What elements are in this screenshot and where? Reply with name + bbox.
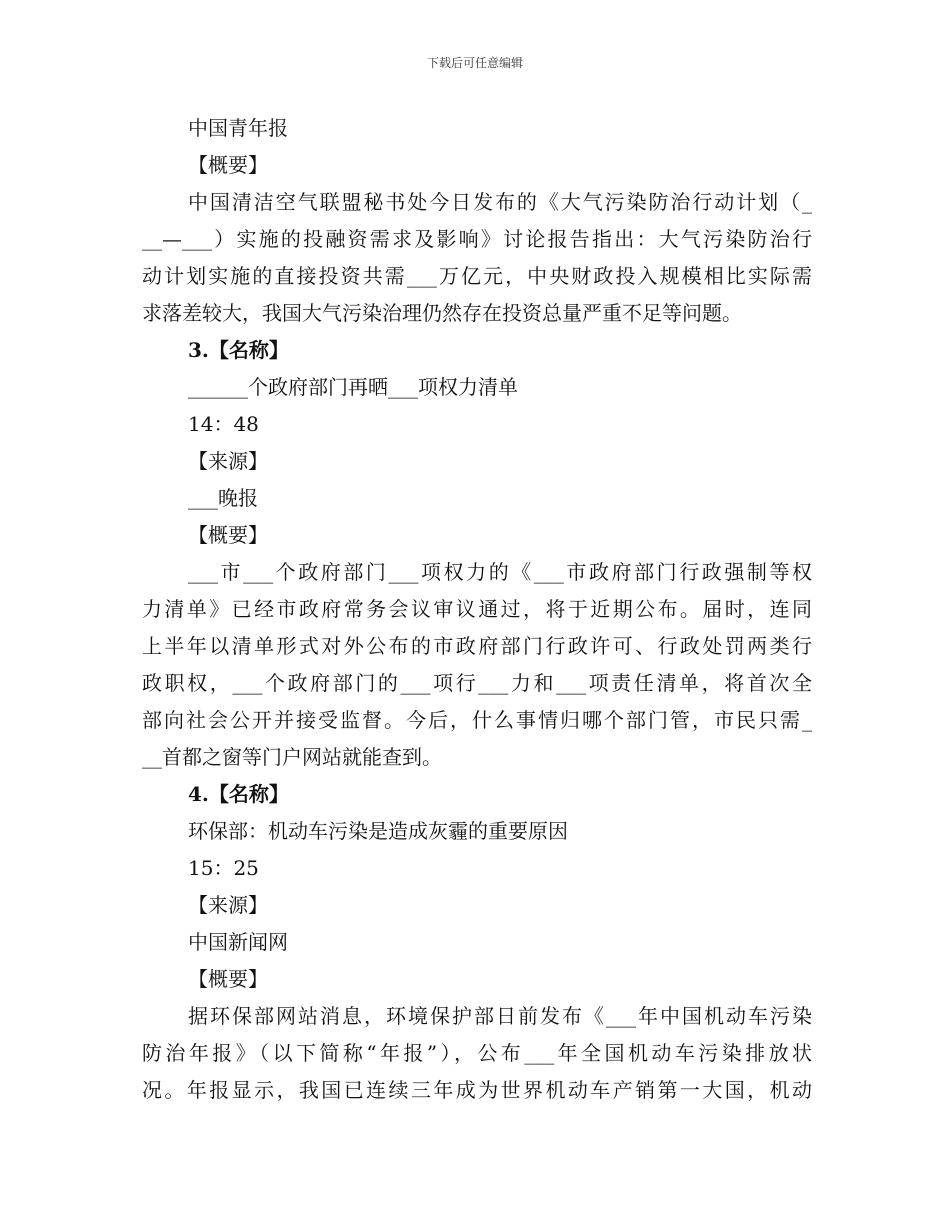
section-heading: 4.【名称】 (188, 782, 289, 806)
text-line: 【来源】 (188, 893, 268, 917)
text-line: 15：25 (188, 856, 259, 880)
text-line: 政职权，___个政府部门的___项行___力和___项责任清单，将首次全 (142, 671, 812, 695)
text-line: ___市___个政府部门___项权力的《___市政府部门行政强制等权 (188, 560, 812, 584)
text-line: 防治年报》（以下简称“年报”），公布___年全国机动车污染排放状 (142, 1041, 812, 1065)
text-line: 【概要】 (188, 523, 268, 547)
text-line: 环保部：机动车污染是造成灰霾的重要原因 (188, 819, 568, 843)
document-body (142, 110, 812, 1109)
text-line: __—___）实施的投融资需求及影响》讨论报告指出：大气污染防治行 (142, 227, 812, 251)
text-line: 动计划实施的直接投资共需___万亿元，中央财政投入规模相比实际需 (142, 264, 812, 288)
text-line: 中国清洁空气联盟秘书处今日发布的《大气污染防治行动计划（_ (188, 190, 812, 214)
page-header: 下载后可任意编辑 (426, 56, 523, 70)
text-line: 求落差较大，我国大气污染治理仍然存在投资总量严重不足等问题。 (142, 301, 742, 325)
text-line: 中国新闻网 (188, 930, 288, 954)
text-line: ______个政府部门再晒___项权力清单 (188, 375, 518, 399)
text-line: 据环保部网站消息，环境保护部日前发布《___年中国机动车污染 (188, 1004, 812, 1028)
text-line: __首都之窗等门户网站就能查到。 (142, 745, 442, 769)
text-line: 力清单》已经市政府常务会议审议通过，将于近期公布。届时，连同 (142, 597, 812, 621)
text-line: 部向社会公开并接受监督。今后，什么事情归哪个部门管，市民只需_ (142, 708, 812, 732)
text-line: 【来源】 (188, 449, 268, 473)
text-line: ___晚报 (188, 486, 258, 510)
text-line: 14：48 (188, 412, 259, 436)
section-heading: 3.【名称】 (188, 338, 289, 362)
text-line: 中国青年报 (188, 116, 288, 140)
text-line: 【概要】 (188, 967, 268, 991)
text-line: 【概要】 (188, 153, 268, 177)
text-line: 况。年报显示，我国已连续三年成为世界机动车产销第一大国，机动 (142, 1078, 812, 1102)
text-line: 上半年以清单形式对外公布的市政府部门行政许可、行政处罚两类行 (142, 634, 812, 658)
